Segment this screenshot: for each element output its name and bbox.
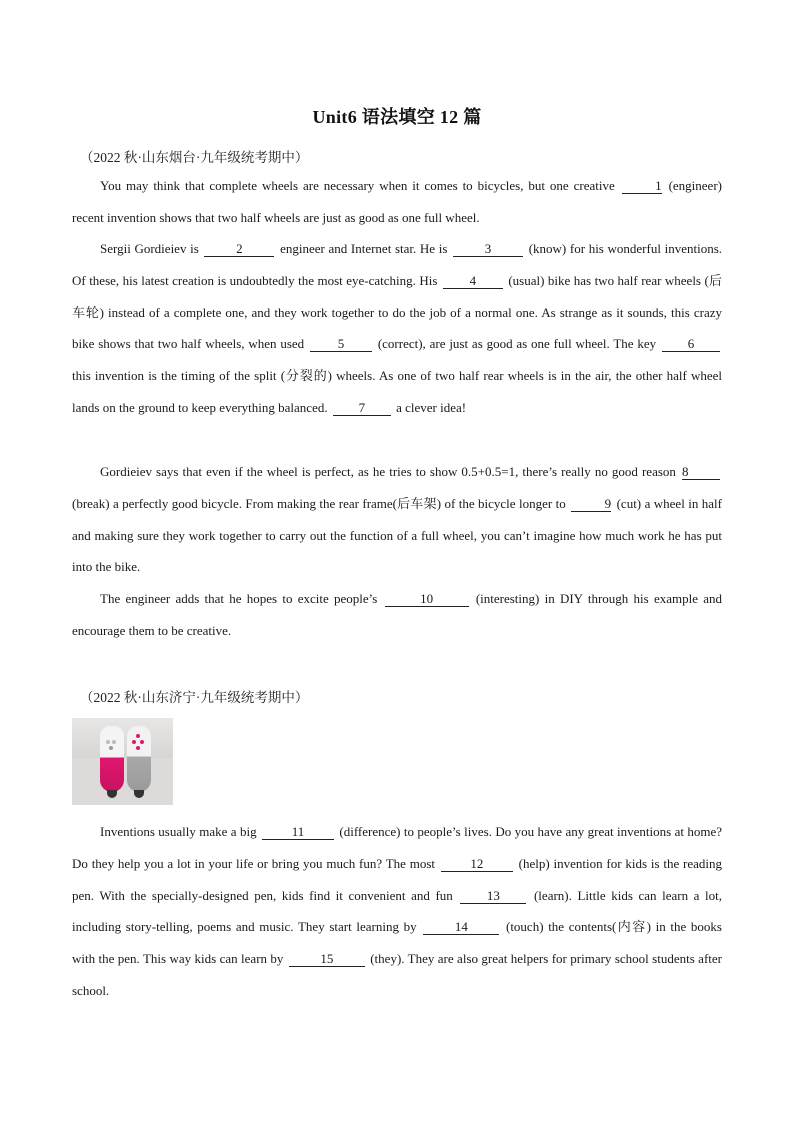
blank-9[interactable]: 9 — [571, 497, 611, 512]
blank-15[interactable]: 15 — [289, 952, 365, 967]
blank-6[interactable]: 6 — [662, 337, 720, 352]
pink-reading-pen — [100, 726, 124, 792]
blank-5[interactable]: 5 — [310, 337, 372, 352]
blank-14[interactable]: 14 — [423, 920, 499, 935]
blank-10[interactable]: 10 — [385, 592, 469, 607]
blank-3[interactable]: 3 — [453, 242, 523, 257]
source-note-2: （2022 秋·山东济宁·九年级统考期中） — [80, 690, 309, 705]
blank-12[interactable]: 12 — [441, 857, 513, 872]
reading-pens-photo — [72, 718, 173, 805]
page-title: Unit6 语法填空 12 篇 — [312, 107, 482, 127]
blank-13[interactable]: 13 — [460, 889, 526, 904]
blank-1[interactable]: 1 — [622, 179, 662, 194]
paragraph-2: Sergii Gordieiev is 2 engineer and Internet star. He is 3 (know) for his wonderful inventions. Of these, his latest creation is undoubtedly the most eye-catching. His 4 (usual) bike has two half rear wheels (后车轮) instead of a complete one, and they work together to do the job of a normal one. As strange as it sounds, this crazy bike shows that two half wheels, when used 5 (correct), are just as good as one full wheel. The key 6 this invention is the timing of the split (分裂的) wheels. As one of two half rear wheels is in the air, the other half wheel lands on the ground to keep everything balanced. 7 a clever idea! — [72, 241, 723, 415]
paragraph-5: Inventions usually make a big 11 (difference) to people’s lives. Do you have any great inventions at home? Do they help you a lot in your life or bring you much fun? The most 12 (help) invention for kids is the reading pen. With the specially-designed pen, kids find it convenient and fun 13 (learn). Little kids can learn a lot, including story-telling, poems and music. They start learning by 14 (touch) the contents(内容) in the books with the pen. This way kids can learn by 15 (they). They are also great helpers for primary school students after school. — [72, 824, 723, 998]
paragraph-4: The engineer adds that he hopes to excite people’s 10 (interesting) in DIY through his example and encourage them to be creative. — [72, 591, 722, 638]
blank-11[interactable]: 11 — [262, 825, 334, 840]
blank-8[interactable]: 8 — [682, 465, 720, 480]
paragraph-3: Gordieiev says that even if the wheel is perfect, as he tries to show 0.5+0.5=1, there’s really no good reason 8 (break) a perfectly good bicycle. From making the rear frame(后车架) of the bicycle longer to 9 (cut) a wheel in half and making sure they work together to carry out the function of a full wheel, you can’t imagine how much work he has put into the bike. — [72, 464, 722, 575]
blank-7[interactable]: 7 — [333, 401, 391, 416]
paragraph-1: You may think that complete wheels are necessary when it comes to bicycles, but one creative 1 (engineer) recent invention shows that two half wheels are just as good as one full wheel. — [72, 178, 722, 225]
source-note-1: （2022 秋·山东烟台·九年级统考期中） — [80, 150, 309, 165]
blank-2[interactable]: 2 — [204, 242, 274, 257]
blank-4[interactable]: 4 — [443, 274, 503, 289]
